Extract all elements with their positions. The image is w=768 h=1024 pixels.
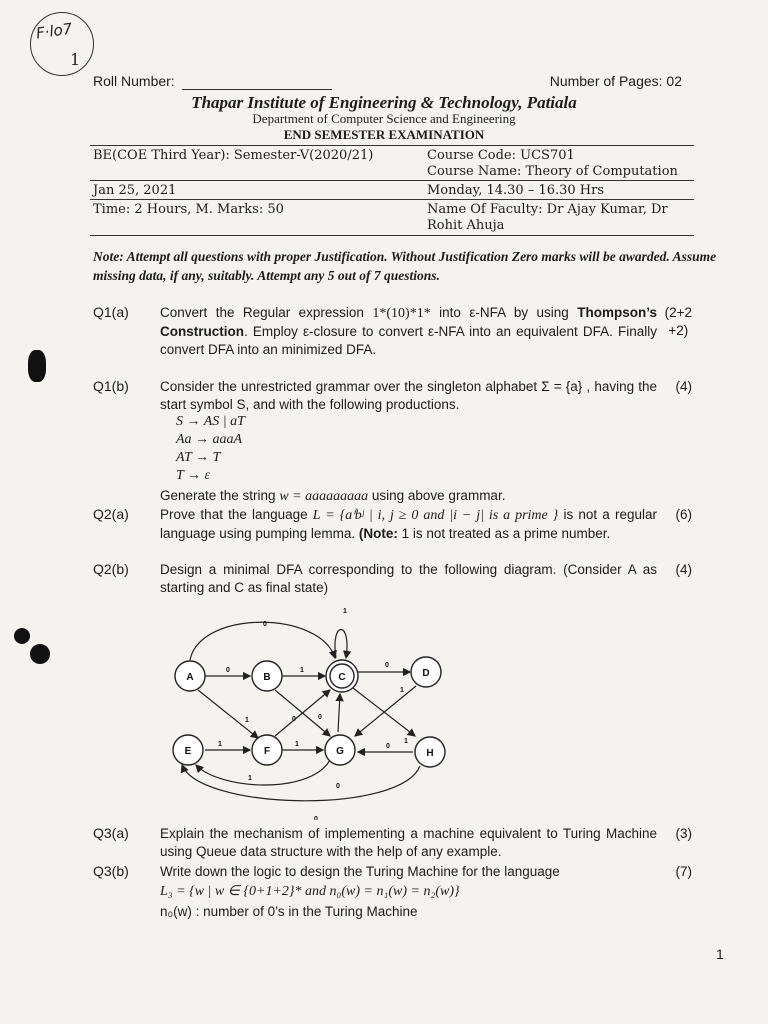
edge-label-0: 0 — [314, 816, 318, 820]
q1b-label: Q1(b) — [93, 378, 129, 394]
q2b-label: Q2(b) — [93, 561, 129, 577]
edge-label-1: 1 — [343, 608, 347, 615]
edge-label-0: 0 — [263, 621, 267, 628]
q3b-text: Write down the logic to design the Turing Machine for the language — [160, 864, 560, 879]
edge-label-1: 1 — [248, 775, 252, 782]
department: Department of Computer Science and Engineering — [252, 111, 516, 126]
q3a-label: Q3(a) — [93, 825, 129, 841]
q1b-text: Consider the unrestricted grammar over the singleton alphabet Σ = {a} , having the start symbol S, and with the following productions. — [160, 379, 657, 412]
edge-g-c — [338, 694, 340, 732]
state-label-h: H — [426, 748, 434, 759]
state-label-d: D — [422, 668, 430, 679]
q2b-text: Design a minimal DFA corresponding to the following diagram. (Consider A as starting and C as final state) — [160, 562, 657, 595]
q2a-label: Q2(a) — [93, 506, 129, 522]
roll-number-line — [182, 89, 332, 90]
q2a-marks: (6) — [675, 507, 692, 522]
number-of-pages: Number of Pages: 02 — [549, 73, 682, 89]
q3b-definition: n₀(w) : number of 0’s in the Turing Machine — [160, 904, 418, 919]
edge-c-self — [335, 630, 347, 659]
q1a-marks: (2+2 +2) — [664, 305, 692, 338]
state-label-g: G — [336, 746, 344, 757]
q3b-marks: (7) — [675, 864, 692, 879]
state-label-a: A — [186, 672, 194, 683]
production-3: AT → T — [176, 450, 221, 465]
roll-number-label: Roll Number: — [93, 73, 175, 89]
q3a-marks: (3) — [675, 826, 692, 841]
state-label-b: B — [263, 672, 271, 683]
production-2: Aa → aaaA — [176, 432, 243, 447]
edge-label-0: 0 — [336, 783, 340, 790]
edge-h-e — [182, 765, 420, 801]
state-label-f: F — [263, 746, 271, 757]
production-4: T → ε — [176, 468, 211, 483]
faculty-cell-1: Name Of Faculty: Dr Ajay Kumar, Dr — [427, 202, 668, 217]
edge-label-1: 1 — [404, 738, 408, 745]
edge-label-1: 1 — [400, 687, 404, 694]
edge-label-1: 1 — [300, 667, 304, 674]
edge-label-1: 1 — [295, 741, 299, 748]
dfa-diagram — [160, 600, 460, 820]
exam-note: Note: Attempt all questions with proper Justification. Without Justification Zero marks will be awarded. Assume missing data, if any, suitably. Attempt any 5 out of 7 questions. — [93, 249, 717, 283]
q3b-language: L₃ = {w | w ∈ {0+1+2}* and n₀(w) = n₁(w) = n₂(w)} — [160, 884, 460, 899]
edge-label-0: 0 — [318, 714, 322, 721]
scan-mark — [30, 644, 50, 664]
edge-label-0: 0 — [386, 743, 390, 750]
handwritten-note: F·lo7 — [34, 19, 74, 43]
day-time-cell: Monday, 14.30 – 16.30 Hrs — [427, 183, 605, 198]
handwritten-sub: 1 — [70, 50, 81, 69]
state-label-e: E — [184, 746, 192, 757]
edge-a-f — [198, 690, 258, 738]
edge-label-0: 0 — [226, 667, 230, 674]
exam-title: END SEMESTER EXAMINATION — [283, 127, 485, 142]
scan-mark — [14, 628, 30, 644]
course-name-cell: Course Name: Theory of Computation — [427, 164, 678, 179]
scan-mark — [28, 350, 46, 382]
edge-label-1: 1 — [218, 741, 222, 748]
q1b-generate: Generate the string w = aaaaaaaaa using above grammar. — [160, 488, 506, 504]
faculty-cell-2: Rohit Ahuja — [427, 218, 505, 233]
production-1: S → AS | aT — [176, 414, 245, 429]
state-label-c: C — [338, 672, 346, 683]
q3b-label: Q3(b) — [93, 863, 129, 879]
edge-d-g — [355, 686, 416, 736]
time-marks-cell: Time: 2 Hours, M. Marks: 50 — [93, 202, 284, 217]
edge-label-0: 0 — [292, 716, 296, 723]
q2b-marks: (4) — [675, 562, 692, 577]
q1a-text: Convert the Regular expression 1*(10)*1* into ε-NFA by using Thompson’s Construction. Employ ε-closure to convert ε-NFA into an equivalent DFA. Finally convert DFA into an minimized DFA. — [160, 305, 657, 357]
q3a-text: Explain the mechanism of implementing a machine equivalent to Turing Machine using Queue data structure with the help of any example. — [160, 826, 657, 859]
program-cell: BE(COE Third Year): Semester-V(2020/21) — [93, 148, 374, 163]
page-number: 1 — [716, 946, 724, 962]
institute-title: Thapar Institute of Engineering & Technology, Patiala — [191, 93, 577, 112]
q1b-marks: (4) — [675, 379, 692, 394]
q1a-label: Q1(a) — [93, 304, 129, 320]
edge-label-0: 0 — [385, 662, 389, 669]
course-code-cell: Course Code: UCS701 — [427, 148, 575, 163]
edge-label-1: 1 — [245, 717, 249, 724]
q2a-text: Prove that the language L = {aⁱbʲ | i, j ≥ 0 and |i − j| is a prime } is not a regular language using pumping lemma. (Note: 1 is not treated as a prime number. — [160, 507, 658, 541]
date-cell: Jan 25, 2021 — [93, 183, 177, 198]
